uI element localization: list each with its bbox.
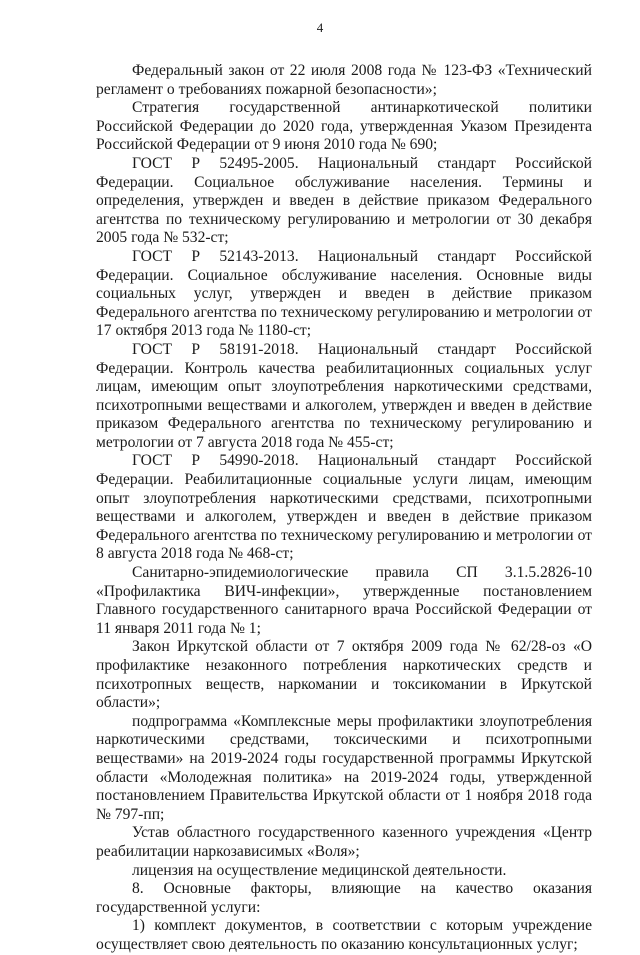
- paragraph-gost-52143: ГОСТ Р 52143-2013. Национальный стандарт Российской Федерации. Социальное обслуживание населения. Основные виды социальных услуг, утвержден и введен в действие приказом Федерального агентства по техническому регулированию и метрологии от 17 октября 2013 года № 1180-ст;: [96, 247, 592, 340]
- paragraph-fire-safety-law: Федеральный закон от 22 июля 2008 года № 123-ФЗ «Технический регламент о требованиях пожарной безопасности»;: [96, 62, 592, 98]
- paragraph-sanitary-rules: Санитарно-эпидемиологические правила СП 3.1.5.2826-10 «Профилактика ВИЧ-инфекции», утвержденные постановлением Главного государственного санитарного врача Российской Федерации от 11 января 2011 года № 1;: [96, 564, 592, 637]
- paragraph-subprogram: подпрограмма «Комплексные меры профилактики злоупотребления наркотическими средствами, токсическими и психотропными веществами» на 2019-2024 годы государственной программы Иркутской области «Молодежная политика» на 2019-2024 годы, утвержденной постановлением Правительства Иркутской области от 1 ноября 2018 года № 797-пп;: [96, 712, 592, 823]
- paragraph-irkutsk-law: Закон Иркутской области от 7 октября 2009 года № 62/28-оз «О профилактике незаконного потребления наркотических средств и психотропных веществ, наркомании и токсикомании в Иркутской области»;: [96, 638, 592, 712]
- paragraph-charter: Устав областного государственного казенного учреждения «Центр реабилитации наркозависимых «Воля»;: [96, 824, 592, 860]
- paragraph-gost-52495: ГОСТ Р 52495-2005. Национальный стандарт Российской Федерации. Социальное обслуживание населения. Термины и определения, утвержден и введен в действие приказом Федерального агентства по техническому регулированию и метрологии от 30 декабря 2005 года № 532-ст;: [96, 154, 592, 247]
- paragraph-factor-1: 1) комплект документов, в соответствии с которым учреждение осуществляет свою деятельность по оказанию консультационных услуг;: [96, 917, 592, 953]
- paragraph-license: лицензия на осуществление медицинской деятельности.: [132, 861, 507, 879]
- paragraph-section-8-heading: 8. Основные факторы, влияющие на качество оказания государственной услуги:: [96, 880, 592, 916]
- paragraph-antinarcotic-strategy: Стратегия государственной антинаркотической политики Российской Федерации до 2020 года, утвержденная Указом Президента Российской Федерации от 9 июня 2010 года № 690;: [96, 99, 592, 154]
- paragraph-gost-54990: ГОСТ Р 54990-2018. Национальный стандарт Российской Федерации. Реабилитационные социальные услуги лицам, имеющим опыт злоупотребления наркотическими средствами, психотропными веществами и алкоголем, утвержден и введен в действие приказом Федерального агентства по техническому регулированию и метрологии от 8 августа 2018 года № 468-ст;: [96, 452, 592, 563]
- paragraph-gost-58191: ГОСТ Р 58191-2018. Национальный стандарт Российской Федерации. Контроль качества реабилитационных социальных услуг лицам, имеющим опыт злоупотребления наркотическими средствами, психотропными веществами и алкоголем, утвержден и введен в действие приказом Федерального агентства по техническому регулированию и метрологии от 7 августа 2018 года № 455-ст;: [96, 340, 592, 451]
- page-number: 4: [316, 20, 324, 35]
- document-body: [96, 62, 592, 955]
